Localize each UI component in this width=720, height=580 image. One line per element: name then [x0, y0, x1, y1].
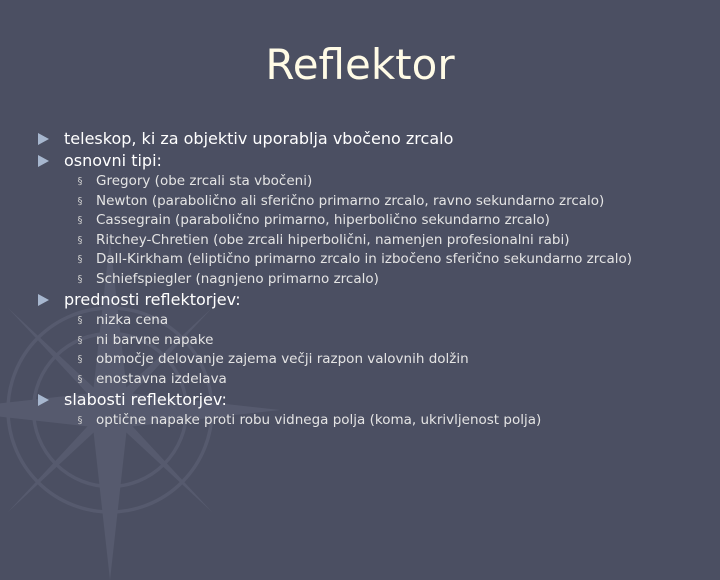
bullet-text: osnovni tipi:: [64, 151, 162, 170]
square-bullet-icon: §: [77, 234, 83, 246]
bullet-text: prednosti reflektorjev:: [64, 290, 241, 309]
sub-bullet-item: [36, 411, 706, 431]
square-bullet-icon: §: [77, 195, 83, 207]
sub-bullet-text: Schiefspiegler (nagnjeno primarno zrcalo): [96, 270, 379, 287]
arrow-bullet-icon: [38, 133, 49, 145]
sub-bullet-text: nizka cena: [96, 312, 169, 328]
sub-bullet-text: ni barvne napake: [96, 331, 214, 348]
arrow-bullet-icon: [38, 394, 49, 406]
bullet-text: teleskop, ki za objektiv uporablja vbočeno zrcalo: [64, 129, 454, 148]
square-bullet-icon: §: [77, 373, 83, 385]
square-bullet-icon: §: [77, 176, 83, 187]
bullet-item: [36, 150, 706, 172]
sub-bullet-item: [36, 370, 706, 390]
sub-bullet-item: [36, 231, 706, 251]
bullet-item: [36, 128, 706, 150]
square-bullet-icon: §: [77, 315, 83, 326]
bullet-item: [36, 289, 706, 311]
arrow-bullet-icon: [38, 294, 49, 306]
sub-bullet-text: Cassegrain (parabolično primarno, hiperbolično sekundarno zrcalo): [96, 212, 550, 228]
bullet-item: [36, 389, 706, 411]
bullet-text: slabosti reflektorjev:: [64, 390, 227, 409]
square-bullet-icon: §: [77, 415, 83, 426]
sub-bullet-text: Gregory (obe zrcali sta vbočeni): [96, 173, 313, 189]
sub-bullet-item: [36, 211, 706, 231]
sub-bullet-item: [36, 311, 706, 331]
sub-bullet-item: [36, 250, 706, 270]
sub-bullet-text: optične napake proti robu vidnega polja (koma, ukrivljenost polja): [96, 412, 542, 428]
sub-bullet-item: [36, 270, 706, 290]
sub-bullet-item: [36, 192, 706, 212]
arrow-bullet-icon: [38, 155, 49, 167]
sub-bullet-text: enostavna izdelava: [96, 370, 227, 387]
sub-bullet-text: območje delovanje zajema večji razpon valovnih dolžin: [96, 351, 469, 367]
slide-title: Reflektor: [265, 40, 455, 89]
square-bullet-icon: §: [77, 273, 83, 285]
square-bullet-icon: §: [77, 354, 83, 365]
bullet-list: [36, 128, 706, 431]
sub-bullet-item: [36, 350, 706, 370]
sub-bullet-text: Newton (parabolično ali sferično primarno zrcalo, ravno sekundarno zrcalo): [96, 192, 605, 209]
square-bullet-icon: §: [77, 215, 83, 226]
square-bullet-icon: §: [77, 254, 83, 265]
square-bullet-icon: §: [77, 334, 83, 346]
sub-bullet-item: [36, 331, 706, 351]
sub-bullet-text: Ritchey-Chretien (obe zrcali hiperbolični, namenjen profesionalni rabi): [96, 231, 570, 248]
sub-bullet-text: Dall-Kirkham (eliptično primarno zrcalo in izbočeno sferično sekundarno zrcalo): [96, 251, 632, 267]
sub-bullet-item: [36, 172, 706, 192]
